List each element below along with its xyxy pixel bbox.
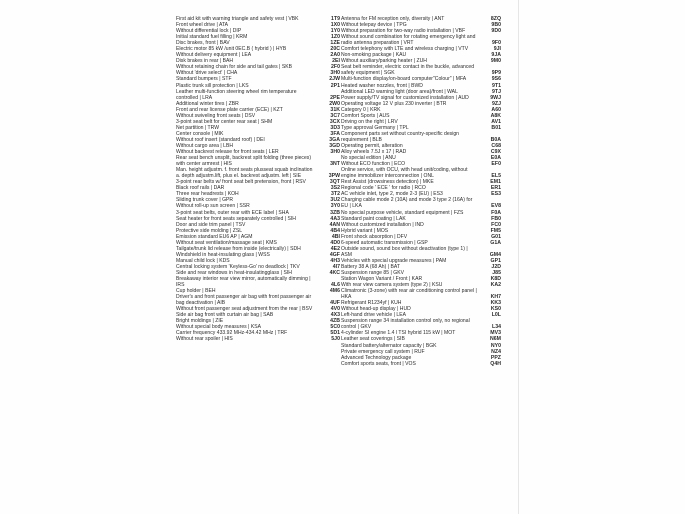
option-code: FB0 (491, 215, 501, 222)
option-code: 9WJ (490, 94, 501, 101)
option-description: AC vehicle inlet, type 2, mode 2-3 (EU) | ES3 (341, 191, 443, 198)
option-code: EV8 (491, 203, 501, 210)
option-description: Plastic trunk sill protection | LKS (176, 82, 249, 89)
option-description: Comfort sports seats, front | VOS (341, 360, 416, 367)
option-description: Bright moldings | ZIE (176, 318, 224, 325)
option-entry (176, 89, 340, 101)
option-description: Cup holder | BEH (176, 288, 216, 295)
option-code: C68 (491, 142, 501, 149)
option-description: Disk brakes in rear | BAH (176, 58, 234, 65)
option-description: Type approval Germany | TPL (341, 124, 409, 131)
option-description: Without preparation for two-way radio installation | VBF (341, 28, 466, 35)
option-description: Battery 38 A (68 Ah) | BAT (341, 263, 400, 270)
option-description: 4-cylinder SI engine 1.4 l TSI hybrid 115 kW | MOT (341, 330, 456, 337)
option-description: Hybrid variant | MOS (341, 227, 389, 234)
option-description: 3-point seat belts, outer rear with ECE label | SHA (176, 209, 289, 216)
option-description: Without front passenger seat adjustment from the rear | BSV (176, 306, 313, 313)
option-code: B01 (491, 124, 501, 131)
option-description: Black roof rails | DAR (176, 185, 225, 192)
option-code: 9P9 (491, 70, 501, 77)
option-description: Without head-up display | HUD (341, 306, 411, 313)
option-code: 1X0 (330, 22, 340, 29)
option-description: Without delivery equipment | LEA (176, 52, 252, 59)
option-code: NY0 (490, 342, 501, 349)
option-code: 3NT (330, 161, 340, 168)
option-code: ER1 (490, 185, 501, 192)
option-description: Advanced Technology package (341, 354, 412, 361)
option-code: 3ZB (330, 209, 340, 216)
option-description: Man. height adjustm. f. front seats plusseat squab inclination a. depth adjustm.lift, plus el. backrest adjustm. left | SIE (176, 167, 313, 180)
option-description: Three rear headrests | KOH (176, 191, 239, 198)
option-description: Component parts set without country-specific design requirement | BLB (341, 130, 459, 143)
option-entry (341, 246, 501, 258)
option-code: ES3 (491, 191, 501, 198)
option-code: B0A (490, 136, 501, 143)
option-description: Suspension range 34 installation control only, no regional control | GKV (341, 318, 470, 331)
option-code: 4ZB (330, 318, 340, 325)
option-description: No special purpose vehicle, standard equipment | FZS (341, 209, 464, 216)
option-code: EF0 (491, 161, 501, 168)
option-description: Central locking system 'Keyless-Go' no deadlock | TKV (176, 263, 300, 270)
option-description: Comfort Sports | AUS (341, 112, 390, 119)
option-description: Net partition | TRW (176, 124, 220, 131)
option-description: Door and side trim panel | TSV (176, 221, 246, 228)
option-code: 5D1 (330, 330, 340, 337)
option-description: Without backrest release for front seats | LER (176, 149, 279, 156)
option-description: Alloy wheels 7.5J x 17 | RAD (341, 149, 407, 156)
option-description: Standard paint coating | LAK (341, 215, 406, 222)
option-code: 4GF (329, 251, 340, 258)
option-code: 9ZJ (492, 100, 501, 107)
option-code: 4D0 (330, 239, 340, 246)
option-code: KS0 (490, 306, 501, 313)
option-code: 9T1 (492, 82, 501, 89)
option-code: 4I7 (332, 263, 340, 270)
option-code: 4UF (330, 300, 340, 307)
option-description: Without cargo area | LBH (176, 142, 234, 149)
right-option-column (341, 16, 501, 367)
option-code: J85 (492, 269, 501, 276)
option-code: EM1 (490, 179, 501, 186)
option-description: Without ECO function | ECO (341, 161, 406, 168)
option-entry (341, 34, 501, 46)
option-description: Side air bag front with curtain air bag | SAB (176, 312, 274, 319)
option-description: Private emergency call system | RUF (341, 348, 425, 355)
option-description: Station Wagon Variant / Front | KAR (341, 276, 423, 283)
option-description: Carrier frequency 433.92 MHz-434.42 MHz | TRF (176, 330, 288, 337)
option-code: KH7 (490, 294, 501, 301)
option-description: Power supply/TV signal for customized installation | AUD (341, 94, 469, 101)
option-description: Suspension range 85 | GKV (341, 269, 404, 276)
option-code: 2JW (329, 76, 340, 83)
option-code: 9D0 (491, 28, 501, 35)
option-entry (341, 288, 501, 300)
option-description: Without sound combination for rotating emergency light and radio antenna preparation | VRT (341, 34, 476, 47)
option-description: Climatronic (3-zone) with rear air conditioning control panel | HKA (341, 288, 477, 301)
left-option-column (176, 16, 340, 343)
option-code: AV1 (491, 118, 501, 125)
option-code: 4X3 (330, 312, 340, 319)
option-entry (341, 197, 501, 209)
option-description: 3-point rear belts w/ front seat belt pretension, front | RSV (176, 179, 306, 186)
option-code: GM4 (489, 251, 501, 258)
option-entry (176, 276, 340, 288)
option-description: Electric motor 85 kW /unit 0EC.B ( hybrid ) | HYB (176, 46, 287, 53)
option-description: Driving on the right | LRV (341, 118, 398, 125)
option-description: Standard battery/alternator capacity | BGK (341, 342, 437, 349)
option-code: 1T9 (331, 16, 340, 22)
option-code: EL5 (491, 173, 501, 180)
option-description: Emission standard EU6 AP | AGM (176, 233, 253, 240)
option-code: 2P1 (330, 82, 340, 89)
option-entry (341, 318, 501, 330)
option-description: Standard bumpers | STF (176, 76, 232, 83)
option-description: Without seat ventilation/massage seat | KMS (176, 239, 277, 246)
option-code: 3GD (329, 142, 340, 149)
option-description: Tailgate/trunk lid release from inside (electrically) | SDH (176, 245, 301, 252)
option-description: Multi-function display/on-board computer"Colour" | MFA (341, 76, 467, 83)
option-code: C9X (490, 149, 501, 156)
option-code: 3T2 (331, 191, 340, 198)
option-description: Rest Assist (drowsiness detection) | MKE (341, 179, 434, 186)
option-code: N6M (489, 336, 501, 343)
option-description: Comfort telephony with LTE and wireless charging | VTV (341, 46, 469, 53)
option-code: 3H0 (330, 70, 340, 77)
option-description: Without roll-up sun screen | SSR (176, 203, 250, 210)
option-code: 4L6 (331, 282, 340, 289)
option-code: FC0 (491, 221, 501, 228)
option-code: KK3 (490, 300, 501, 307)
option-description: Seat heater for front seats separately controlled | SIH (176, 215, 296, 222)
option-description: Without differential lock | DIP (176, 28, 242, 35)
option-description: Manual child lock | KDS (176, 257, 230, 264)
option-code: 3QT (329, 179, 340, 186)
option-code: 2A0 (330, 52, 340, 59)
option-code: 3U2 (330, 197, 340, 204)
option-description: Without swiveling front seats | DSV (176, 112, 256, 119)
option-entry (176, 167, 340, 179)
option-description: Left-hand drive vehicle | LEA (341, 312, 407, 319)
option-description: Heated washer nozzles, front | BWD (341, 82, 423, 89)
option-description: Operating voltage 12 V plus 230 inverter | BTR (341, 100, 447, 107)
option-description: Regional code ' ECE ' for radio | RCO (341, 185, 426, 192)
option-code: 9JI (493, 46, 501, 53)
option-code: 5J0 (331, 336, 340, 343)
option-code: 3H0 (330, 149, 340, 156)
option-description: With rear view camera system (type 2) | KSU (341, 282, 443, 289)
option-description: Front shock absorption | DFV (341, 233, 408, 240)
option-code: 4B4 (330, 227, 340, 234)
option-description: 3-point seat belt for center rear seat | SHM (176, 118, 273, 125)
option-description: Category 0 | KRK (341, 106, 381, 113)
option-description: Outside sound, sound box without deactivation (type 1) | ASM (341, 245, 468, 258)
option-code: 5C0 (330, 324, 340, 331)
option-description: Protective side molding | ZSL (176, 227, 243, 234)
option-description: Antenna for FM reception only, diversity | ANT (341, 16, 445, 22)
option-code: 9JA (491, 52, 501, 59)
option-code: G1A (490, 239, 501, 246)
option-code: 4V0 (330, 306, 340, 313)
page-edge-divider (518, 0, 519, 514)
option-description: Initial standard fuel filling | KRM (176, 34, 248, 41)
option-code: 2EI (332, 58, 340, 65)
option-code: 9S6 (491, 76, 501, 83)
option-code: 2PE (330, 94, 340, 101)
option-description: Leather seat coverings | SIB (341, 336, 405, 343)
option-description: Additional LED warning light (door area)/front | WAL (341, 88, 458, 95)
option-description: Without customized installation | IND (341, 221, 424, 228)
option-description: Without rear spoiler | HIS (176, 336, 233, 343)
option-code: J2D (491, 263, 501, 270)
option-entry (341, 167, 501, 179)
option-entry (341, 131, 501, 143)
option-code: 9M0 (490, 58, 501, 65)
option-code: PPZ (490, 354, 501, 361)
option-code: KA2 (490, 282, 501, 289)
option-description: Without 'drive select' | CHA (176, 70, 238, 77)
option-description: Without auxiliary/parking heater | ZUH (341, 58, 427, 65)
option-code: 3CX (329, 118, 340, 125)
option-entry (176, 336, 340, 342)
option-code: 1ZE (330, 40, 340, 47)
option-description: Disc brakes, front | BAV (176, 40, 230, 47)
option-code: 8ZQ (490, 16, 501, 22)
option-code: F0A (491, 209, 501, 216)
option-description: Leather multi-function steering wheel rim temperature controlled | LRA (176, 88, 297, 101)
option-code: GP1 (490, 257, 501, 264)
option-code: MV3 (490, 330, 501, 337)
option-description: 6-speed automatic transmission | GSP (341, 239, 428, 246)
option-description: Side and rear windows in heat-insulatingglass | SIH (176, 269, 292, 276)
option-description: Center console | MIK (176, 130, 224, 137)
option-code: 20C (330, 46, 340, 53)
option-code: 2W0 (329, 100, 340, 107)
option-code: 3GA (329, 136, 340, 143)
option-entry (176, 155, 340, 167)
option-code: 4M6 (329, 288, 340, 295)
option-description: No special edition | ANU (341, 155, 396, 162)
option-code: K8D (490, 276, 501, 283)
option-code: E0A (490, 155, 501, 162)
option-description: Vehicles with special upgrade measures | PAM (341, 257, 447, 264)
option-code: 9TJ (492, 88, 501, 95)
option-description: Windshield in heat-insulating glass | WSS (176, 251, 270, 258)
option-code: 3FA (330, 130, 340, 137)
option-code: 4BI (331, 233, 340, 240)
option-code: 2F0 (331, 64, 340, 71)
option-entry (341, 361, 501, 367)
option-description: Operating permit, alteration (341, 142, 403, 149)
option-code: 9F0 (492, 40, 501, 47)
option-code: 1Z0 (331, 34, 340, 41)
option-description: Sliding trunk cover | GPR (176, 197, 234, 204)
option-description: Without retaining chain for side and tail gates | SKB (176, 64, 292, 71)
option-description: Without roof insert (standard roof) | DEI (176, 136, 265, 143)
option-code: 4E2 (330, 245, 340, 252)
option-entry (176, 294, 340, 306)
option-description: Non-smoking package | KAU (341, 52, 407, 59)
option-code: L0L (491, 312, 501, 319)
option-code: L34 (492, 324, 501, 331)
option-code: 4KC (329, 269, 340, 276)
option-description: Breakaway interior rear view mirror, automatically dimming | IRS (176, 276, 311, 289)
option-code: 3C7 (330, 112, 340, 119)
option-description: Refrigerant R1234yf | KUH (341, 300, 402, 307)
option-description: Charging cable mode 2 (10A) and mode 3 type 2 (16A) for EU | LKA (341, 197, 473, 210)
option-entry (341, 64, 501, 76)
option-code: G01 (491, 233, 501, 240)
option-description: Front and rear license plate carrier (ECE) | KZT (176, 106, 283, 113)
option-code: 1Y0 (330, 28, 340, 35)
option-description: Without telepay device | TPG (341, 22, 407, 29)
option-code: 31K (330, 106, 340, 113)
option-code: 3Y0 (330, 203, 340, 210)
option-description: Driver's and front passenger air bag with front passenger air bag deactivation | AIB (176, 294, 312, 307)
option-code: 4AN (329, 221, 340, 228)
option-code: 4A3 (330, 215, 340, 222)
option-code: 3PW (328, 173, 340, 180)
option-description: Front wheel drive | ATA (176, 22, 229, 29)
option-code: Q4H (490, 360, 501, 367)
option-code: 3S2 (330, 185, 340, 192)
option-code: 9B0 (491, 22, 501, 29)
option-code: A60 (491, 106, 501, 113)
option-code: A8K (490, 112, 501, 119)
option-description: Rear seat bench unsplit, backrest split folding (three pieces) with center armrest | HIS (176, 155, 312, 168)
option-description: Seat belt reminder, electric contact in the buckle, advanced safety equipment | SGK (341, 64, 475, 77)
option-description: Additional winter tires | ZBR (176, 100, 239, 107)
option-code: FM5 (490, 227, 501, 234)
option-code: NZ4 (491, 348, 501, 355)
option-code: 3D3 (330, 124, 340, 131)
option-code: 4H3 (330, 257, 340, 264)
option-description: Without special body measures | KSA (176, 324, 262, 331)
option-description: First aid kit with warning triangle and safety vest | VBK (176, 16, 299, 22)
option-description: Online service, with OCU, with head unit/coding, without engine immobilizer interconnection | ONL (341, 167, 468, 180)
